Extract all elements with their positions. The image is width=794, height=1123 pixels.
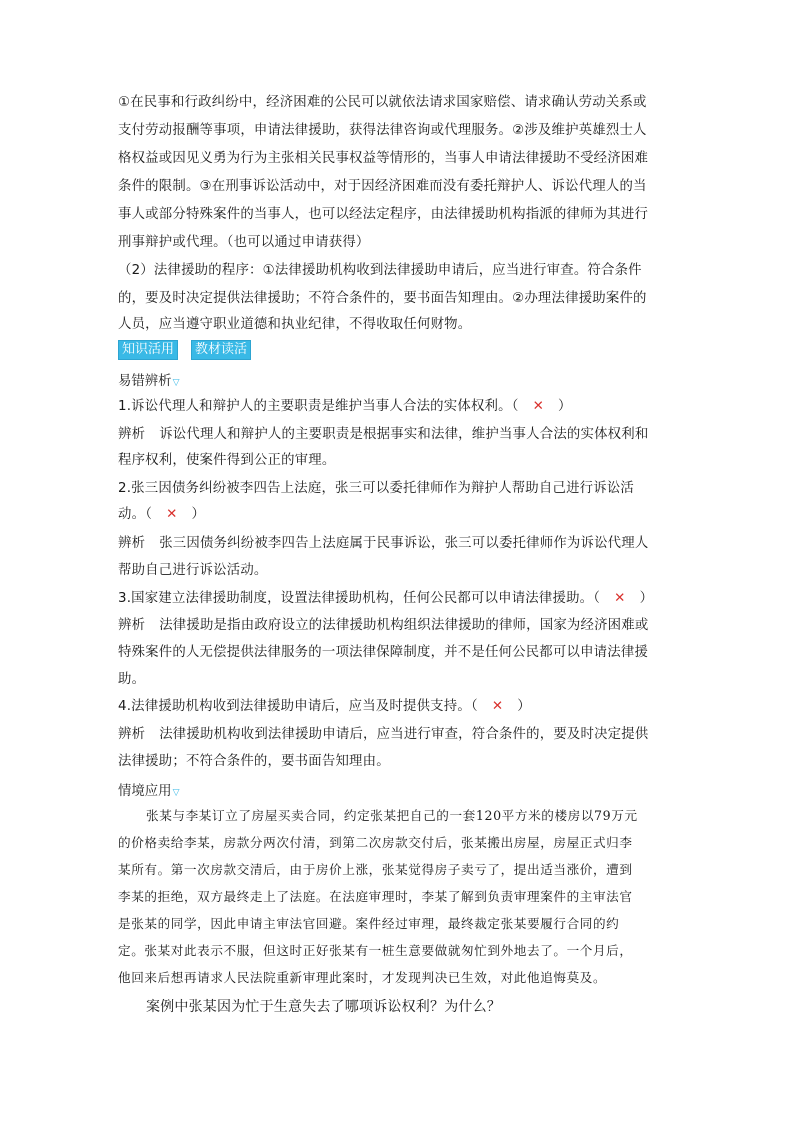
story-line: 定。张某对此表示不服，但这时正好张某有一桩生意要做就匆忙到外地去了。一个月后， — [118, 943, 633, 958]
cross-mark-icon: ✕ — [614, 591, 626, 606]
cross-mark-icon: ✕ — [166, 507, 178, 522]
section-title-qingjing: 情境应用▽ — [118, 784, 180, 799]
analysis-line: 程序权利，使案件得到公正的审理。 — [118, 453, 336, 468]
story-line: 某所有。第一次房款交清后，由于房价上涨，张某觉得房子卖亏了，提出适当涨价，遭到 — [118, 862, 633, 877]
chevron-down-icon: ▽ — [172, 378, 180, 388]
analysis-line: 特殊案件的人无偿提供法律服务的一项法律保障制度，并不是任何公民都可以申请法律援 — [118, 645, 649, 660]
paragraph-line: 格权益或因见义勇为行为主张相关民事权益等情形的，当事人申请法律援助不受经济困难 — [118, 151, 649, 166]
story-line: 是张某的同学，因此申请主审法官回避。案件经过审理，最终裁定张某要履行合同的约 — [118, 916, 620, 931]
analysis-line: 辨析 法律援助机构收到法律援助申请后，应当进行审查，符合条件的，要及时决定提供 — [118, 727, 649, 742]
question-line: 4.法律援助机构收到法律援助申请后，应当及时提供支持。（ ✕ ） — [118, 699, 531, 714]
question-line: 3.国家建立法律援助制度，设置法律援助机构，任何公民都可以申请法律援助。（ ✕ ） — [118, 591, 654, 606]
story-line: 张某与李某订立了房屋买卖合同，约定张某把自己的一套120平方米的楼房以79万元 — [146, 808, 638, 823]
paragraph-line: 刑事辩护或代理。（也可以通过申请获得） — [118, 235, 370, 250]
analysis-label: 辨析 — [118, 727, 146, 742]
analysis-line: 助。 — [118, 672, 146, 687]
analysis-line: 法律援助；不符合条件的，要书面告知理由。 — [118, 754, 390, 769]
story-line: 李某的拒绝，双方最终走上了法庭。在法庭审理时，李某了解到负责审理案件的主审法官 — [118, 889, 633, 904]
story-line: 他回来后想再请求人民法院重新审理此案时，才发现判决已生效，对此他追悔莫及。 — [118, 970, 607, 985]
paragraph-line: 的，要及时决定提供法律援助；不符合条件的，要书面告知理由。②办理法律援助案件的 — [118, 291, 647, 306]
analysis-line: 辨析 张三因债务纠纷被李四告上法庭属于民事诉讼，张三可以委托律师作为诉讼代理人 — [118, 536, 649, 551]
analysis-line: 帮助自己进行诉讼活动。 — [118, 563, 268, 578]
tag-textbook-read: 教材读活 — [191, 340, 251, 360]
tag-knowledge-apply: 知识活用 — [118, 340, 178, 360]
paragraph-line: 人员，应当遵守职业道德和执业纪律，不得收取任何财物。 — [118, 317, 472, 332]
question-line: 2.张三因债务纠纷被李四告上法庭，张三可以委托律师作为辩护人帮助自己进行诉讼活 — [118, 481, 635, 496]
analysis-line: 辨析 法律援助是指由政府设立的法律援助机构组织法律援助的律师，国家为经济困难或 — [118, 618, 649, 633]
question-line: 动。（ ✕ ） — [118, 507, 206, 522]
story-line: 的价格卖给李某，房款分两次付清，到第二次房款交付后，张某搬出房屋，房屋正式归李 — [118, 835, 633, 850]
analysis-label: 辨析 — [118, 618, 146, 633]
paragraph-line: 条件的限制。③在刑事诉讼活动中，对于因经济困难而没有委托辩护人、诉讼代理人的当 — [118, 179, 647, 194]
question-line: 1.诉讼代理人和辩护人的主要职责是维护当事人合法的实体权利。（ ✕ ） — [118, 399, 572, 414]
cross-mark-icon: ✕ — [532, 399, 545, 414]
section-title-yicuo: 易错辨析▽ — [118, 374, 180, 389]
case-question: 案例中张某因为忙于生意失去了哪项诉讼权利？为什么？ — [146, 999, 501, 1015]
analysis-line: 辨析 诉讼代理人和辩护人的主要职责是根据事实和法律，维护当事人合法的实体权利和 — [118, 427, 649, 442]
paragraph-line: ①在民事和行政纠纷中，经济困难的公民可以就依法请求国家赔偿、请求确认劳动关系或 — [118, 95, 647, 110]
paragraph-line: （2）法律援助的程序：①法律援助机构收到法律援助申请后，应当进行审查。符合条件 — [118, 263, 642, 278]
chevron-down-icon: ▽ — [172, 788, 180, 798]
paragraph-line: 事人或部分特殊案件的当事人，也可以经法定程序，由法律援助机构指派的律师为其进行 — [118, 207, 649, 222]
analysis-label: 辨析 — [118, 536, 146, 551]
cross-mark-icon: ✕ — [491, 699, 504, 714]
paragraph-line: 支付劳动报酬等事项，申请法律援助，获得法律咨询或代理服务。②涉及维护英雄烈士人 — [118, 123, 647, 138]
analysis-label: 辨析 — [118, 427, 146, 442]
